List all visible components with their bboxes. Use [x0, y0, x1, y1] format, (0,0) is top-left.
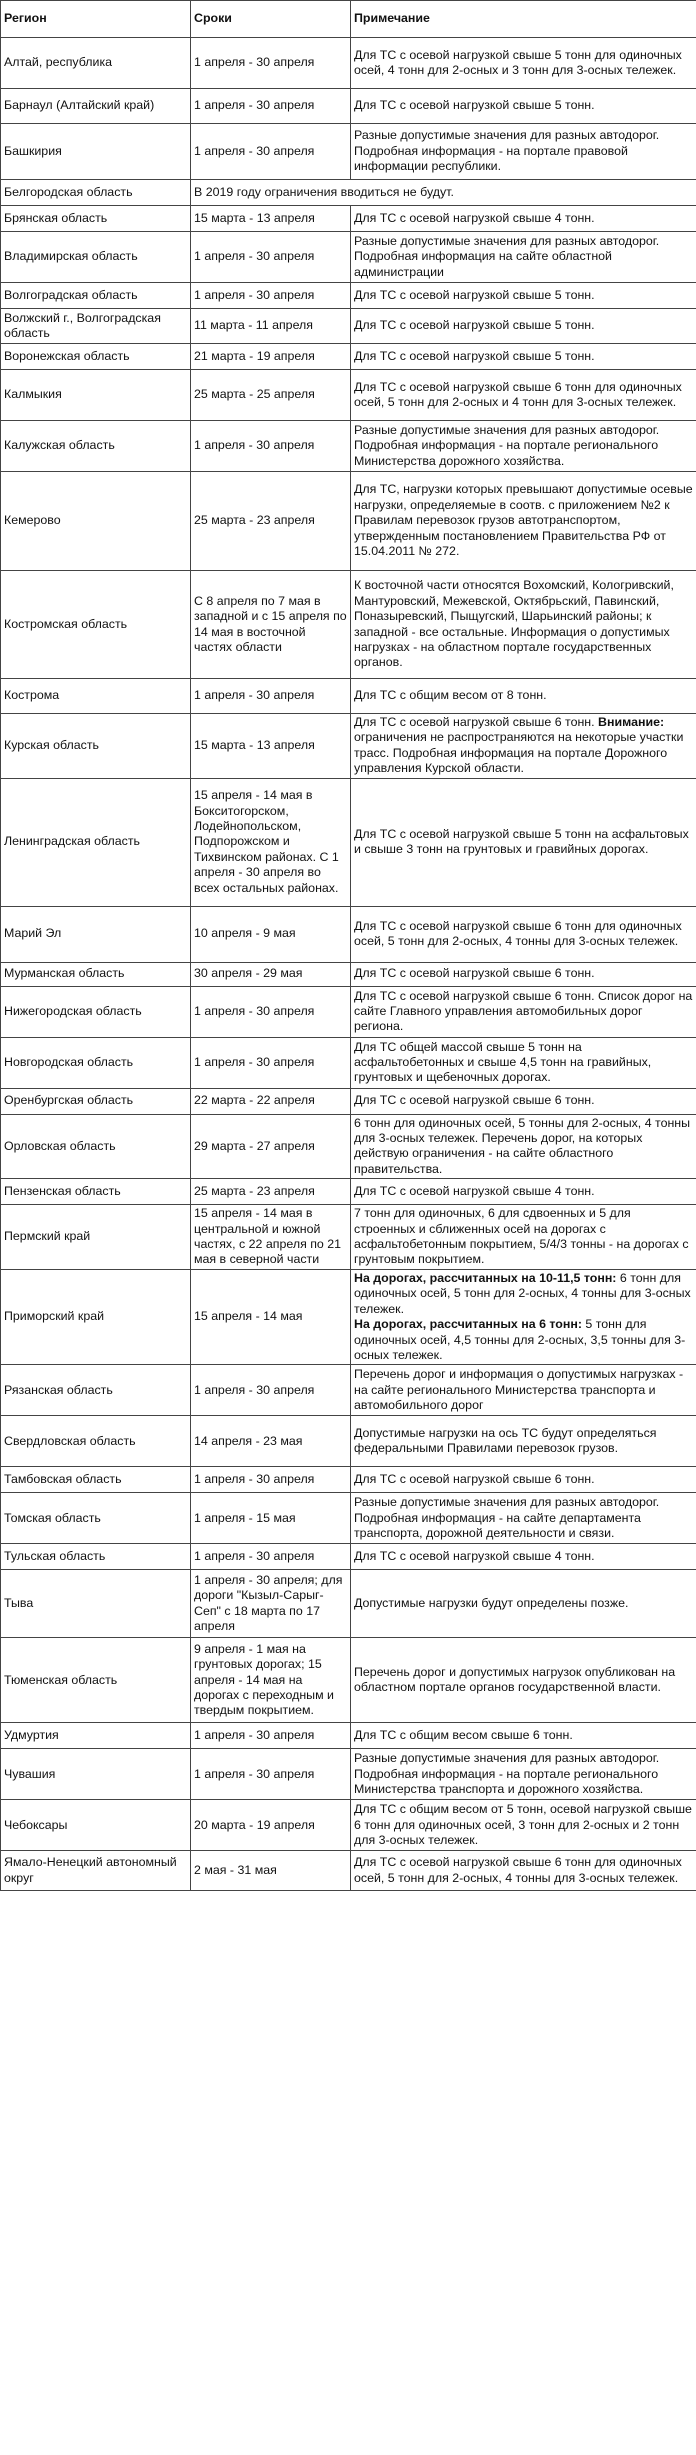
note-bold-heading: На дорогах, рассчитанных на 10-11,5 тонн: [354, 1270, 617, 1285]
table-row [1, 232, 696, 283]
region-cell: Марий Эл [1, 906, 191, 962]
region-cell: Чувашия [1, 1749, 191, 1800]
merged-note-cell: В 2019 году ограничения вводиться не будут. [191, 180, 696, 206]
table-row [1, 1493, 696, 1544]
table-row [1, 38, 696, 89]
period-cell: 1 апреля - 15 мая [191, 1493, 351, 1544]
period-cell: 1 апреля - 30 апреля [191, 283, 351, 309]
region-cell: Брянская область [1, 206, 191, 232]
note-cell: Разные допустимые значения для разных автодорог. Подробная информация - на сайте департамента транспорта, дорожной деятельности и связи. [351, 1493, 696, 1544]
table-row [1, 679, 696, 714]
region-cell: Курская область [1, 714, 191, 779]
region-cell: Калмыкия [1, 370, 191, 421]
period-cell: 1 апреля - 30 апреля [191, 1544, 351, 1570]
region-cell: Ямало-Ненецкий автономный округ [1, 1851, 191, 1891]
period-cell: 1 апреля - 30 апреля [191, 124, 351, 180]
region-cell: Белгородская область [1, 180, 191, 206]
region-cell: Волгоградская область [1, 283, 191, 309]
region-cell: Новгородская область [1, 1037, 191, 1088]
header-region: Регион [1, 1, 191, 38]
note-text: ограничения не распространяются на некоторые участки трасс. Подробная информация на портале Дорожного управления Курской области. [354, 730, 684, 776]
table-row [1, 778, 696, 906]
region-cell: Барнаул (Алтайский край) [1, 89, 191, 124]
note-text: 6 тонн для одиночных осей, 5 тонн для 2-осных, 4 тонны для 3-осных тележек. [354, 1270, 691, 1316]
region-cell: Башкирия [1, 124, 191, 180]
region-cell: Свердловская область [1, 1416, 191, 1467]
note-cell: 6 тонн для одиночных осей, 5 тонны для 2-осных, 4 тонны для 3-осных тележек. Перечень дорог, на которых действую ограничения - на сайте областного правительства. [351, 1114, 696, 1179]
region-cell: Кемерово [1, 472, 191, 571]
note-bold-heading: На дорогах, рассчитанных на 6 тонн: [354, 1317, 582, 1332]
table-row [1, 714, 696, 779]
note-cell [351, 1269, 696, 1364]
note-cell: Для ТС с осевой нагрузкой свыше 6 тонн. [351, 1467, 696, 1493]
period-cell: 20 марта - 19 апреля [191, 1800, 351, 1851]
period-cell: 29 марта - 27 апреля [191, 1114, 351, 1179]
period-cell: 11 марта - 11 апреля [191, 309, 351, 344]
period-cell: 22 марта - 22 апреля [191, 1088, 351, 1114]
note-cell: Разные допустимые значения для разных автодорог. Подробная информация - на портале правовой информации республики. [351, 124, 696, 180]
header-row [1, 1, 696, 38]
table-row [1, 986, 696, 1037]
note-cell: Для ТС с осевой нагрузкой свыше 6 тонн для одиночных осей, 5 тонн для 2-осных и 4 тонн для 3-осных тележек. [351, 370, 696, 421]
note-cell: Допустимые нагрузки на ось ТС будут определяться федеральными Правилами перевозок грузов. [351, 1416, 696, 1467]
region-cell: Пермский край [1, 1205, 191, 1270]
table-row [1, 1723, 696, 1749]
table-row [1, 344, 696, 370]
region-cell: Тамбовская область [1, 1467, 191, 1493]
note-cell: Для ТС с осевой нагрузкой свыше 5 тонн. [351, 309, 696, 344]
period-cell: 10 апреля - 9 мая [191, 906, 351, 962]
table-row [1, 1800, 696, 1851]
period-cell: 15 апреля - 14 мая в Бокситогорском, Лодейнопольском, Подпорожском и Тихвинском районах. С 1 апреля - 30 апреля во всех остальных районах. [191, 778, 351, 906]
note-text: 5 тонн для одиночных осей, 4,5 тонны для 2-осных, 3,5 тонны для 3-осных тележек. [354, 1317, 686, 1362]
period-cell: 14 апреля - 23 мая [191, 1416, 351, 1467]
period-cell: 1 апреля - 30 апреля [191, 232, 351, 283]
note-cell: Для ТС с осевой нагрузкой свыше 5 тонн. [351, 344, 696, 370]
note-cell [351, 714, 696, 779]
region-cell: Волжский г., Волгоградская область [1, 309, 191, 344]
period-cell: 1 апреля - 30 апреля [191, 1723, 351, 1749]
note-cell: Разные допустимые значения для разных автодорог. Подробная информация на сайте областной администрации [351, 232, 696, 283]
region-cell: Тульская область [1, 1544, 191, 1570]
table-row [1, 1365, 696, 1416]
period-cell: 1 апреля - 30 апреля [191, 1037, 351, 1088]
table-row [1, 421, 696, 472]
table-row [1, 1851, 696, 1891]
period-cell: 15 марта - 13 апреля [191, 206, 351, 232]
note-cell: Для ТС с общим весом свыше 6 тонн. [351, 1723, 696, 1749]
note-text: Для ТС с осевой нагрузкой свыше 6 тонн. [354, 715, 595, 729]
table-row [1, 206, 696, 232]
table-row [1, 1544, 696, 1570]
table-row [1, 89, 696, 124]
note-cell: Для ТС с осевой нагрузкой свыше 4 тонн. [351, 1544, 696, 1570]
header-note: Примечание [351, 1, 696, 38]
note-cell: Разные допустимые значения для разных автодорог. Подробная информация - на портале регионального Министерства дорожного хозяйства. [351, 421, 696, 472]
region-cell: Кострома [1, 679, 191, 714]
period-cell: 1 апреля - 30 апреля [191, 679, 351, 714]
note-cell: Перечень дорог и допустимых нагрузок опубликован на областном портале органов государственной власти. [351, 1638, 696, 1723]
period-cell: 25 марта - 25 апреля [191, 370, 351, 421]
table-row [1, 1416, 696, 1467]
period-cell: 25 марта - 23 апреля [191, 472, 351, 571]
table-row [1, 1570, 696, 1638]
period-cell: С 8 апреля по 7 мая в западной и с 15 апреля по 14 мая в восточной частях области [191, 571, 351, 679]
table-row [1, 309, 696, 344]
period-cell: 21 марта - 19 апреля [191, 344, 351, 370]
region-cell: Ленинградская область [1, 778, 191, 906]
region-cell: Мурманская область [1, 962, 191, 986]
region-cell: Тыва [1, 1570, 191, 1638]
note-cell: Для ТС с осевой нагрузкой свыше 6 тонн для одиночных осей, 5 тонн для 2-осных, 4 тонны для 3-осных тележек. [351, 1851, 696, 1891]
period-cell: 9 апреля - 1 мая на грунтовых дорогах; 15 апреля - 14 мая на дорогах с переходным и твердым покрытием. [191, 1638, 351, 1723]
table-row [1, 571, 696, 679]
note-warning: Внимание: [598, 715, 665, 729]
region-cell: Тюменская область [1, 1638, 191, 1723]
region-cell: Нижегородская область [1, 986, 191, 1037]
note-cell: Для ТС с общим весом от 8 тонн. [351, 679, 696, 714]
table-row [1, 180, 696, 206]
period-cell: 15 апреля - 14 мая в центральной и южной частях, с 22 апреля по 21 мая в северной части [191, 1205, 351, 1270]
region-cell: Калужская область [1, 421, 191, 472]
period-cell: 1 апреля - 30 апреля [191, 89, 351, 124]
table-row [1, 1205, 696, 1270]
period-cell: 15 апреля - 14 мая [191, 1269, 351, 1364]
note-cell: Для ТС с осевой нагрузкой свыше 6 тонн. [351, 962, 696, 986]
note-cell: Разные допустимые значения для разных автодорог. Подробная информация - на портале регионального Министерства транспорта и дорожного хозяйства. [351, 1749, 696, 1800]
table-body [1, 38, 696, 1891]
note-cell: Для ТС с осевой нагрузкой свыше 6 тонн для одиночных осей, 5 тонн для 2-осных, 4 тонны для 3-осных тележек. [351, 906, 696, 962]
header-period: Сроки [191, 1, 351, 38]
period-cell: 30 апреля - 29 мая [191, 962, 351, 986]
region-cell: Владимирская область [1, 232, 191, 283]
region-cell: Чебоксары [1, 1800, 191, 1851]
region-cell: Воронежская область [1, 344, 191, 370]
region-cell: Пензенская область [1, 1179, 191, 1205]
note-cell: Для ТС с осевой нагрузкой свыше 6 тонн. Список дорог на сайте Главного управления автомобильных дорог региона. [351, 986, 696, 1037]
table-row [1, 1114, 696, 1179]
period-cell: 25 марта - 23 апреля [191, 1179, 351, 1205]
note-cell: Для ТС с осевой нагрузкой свыше 4 тонн. [351, 1179, 696, 1205]
table-row [1, 962, 696, 986]
period-cell: 1 апреля - 30 апреля [191, 1467, 351, 1493]
table-row [1, 1638, 696, 1723]
region-cell: Томская область [1, 1493, 191, 1544]
region-cell: Оренбургская область [1, 1088, 191, 1114]
period-cell: 15 марта - 13 апреля [191, 714, 351, 779]
table-row [1, 906, 696, 962]
period-cell: 1 апреля - 30 апреля [191, 986, 351, 1037]
table-row [1, 283, 696, 309]
region-cell: Рязанская область [1, 1365, 191, 1416]
note-cell: Для ТС общей массой свыше 5 тонн на асфальтобетонных и свыше 4,5 тонн на гравийных, грунтовых и щебеночных дорогах. [351, 1037, 696, 1088]
note-cell: 7 тонн для одиночных, 6 для сдвоенных и 5 для строенных и сближенных осей на дорогах с асфальтобетонным покрытием, 5/4/3 тонны - на дорогах с грунтовым покрытием. [351, 1205, 696, 1270]
region-cell: Приморский край [1, 1269, 191, 1364]
table-row [1, 1037, 696, 1088]
table-row [1, 1467, 696, 1493]
region-cell: Орловская область [1, 1114, 191, 1179]
region-cell: Удмуртия [1, 1723, 191, 1749]
period-cell: 1 апреля - 30 апреля [191, 1365, 351, 1416]
note-cell: Для ТС с осевой нагрузкой свыше 5 тонн. [351, 89, 696, 124]
period-cell: 2 мая - 31 мая [191, 1851, 351, 1891]
table-row [1, 1179, 696, 1205]
period-cell: 1 апреля - 30 апреля [191, 421, 351, 472]
table-row [1, 1088, 696, 1114]
note-cell: Для ТС, нагрузки которых превышают допустимые осевые нагрузки, определяемые в соотв. с приложением №2 к Правилам перевозок грузов автотранспортом, утвержденным постановлением Правительства РФ от 15.04.2011 № 272. [351, 472, 696, 571]
region-cell: Алтай, республика [1, 38, 191, 89]
table-row [1, 1269, 696, 1364]
table-row [1, 124, 696, 180]
note-cell: Допустимые нагрузки будут определены позже. [351, 1570, 696, 1638]
note-cell: Для ТС с осевой нагрузкой свыше 4 тонн. [351, 206, 696, 232]
table-row [1, 472, 696, 571]
table-row [1, 370, 696, 421]
note-cell: Для ТС с осевой нагрузкой свыше 5 тонн на асфальтовых и свыше 3 тонн на грунтовых и гравийных дорогах. [351, 778, 696, 906]
note-cell: Перечень дорог и информация о допустимых нагрузках - на сайте регионального Министерства транспорта и автомобильного дорог [351, 1365, 696, 1416]
period-cell: 1 апреля - 30 апреля [191, 38, 351, 89]
note-cell: К восточной части относятся Вохомский, Кологривский, Мантуровский, Межевской, Октябрьский, Павинский, Поназыревский, Пыщугский, Шарьинский районы; к западной - все остальные. Информация о допустимых нагрузках - на областном портале государственных органов. [351, 571, 696, 679]
period-cell: 1 апреля - 30 апреля; для дороги "Кызыл-Сарыг-Сеп" с 18 марта по 17 апреля [191, 1570, 351, 1638]
region-cell: Костромская область [1, 571, 191, 679]
note-cell: Для ТС с осевой нагрузкой свыше 5 тонн для одиночных осей, 4 тонн для 2-осных и 3 тонн для 3-осных тележек. [351, 38, 696, 89]
note-cell: Для ТС с общим весом от 5 тонн, осевой нагрузкой свыше 6 тонн для одиночных осей, 3 тонн для 2-осных и 2 тонн для 3-осных тележек. [351, 1800, 696, 1851]
period-cell: 1 апреля - 30 апреля [191, 1749, 351, 1800]
note-cell: Для ТС с осевой нагрузкой свыше 5 тонн. [351, 283, 696, 309]
table-row [1, 1749, 696, 1800]
note-cell: Для ТС с осевой нагрузкой свыше 6 тонн. [351, 1088, 696, 1114]
